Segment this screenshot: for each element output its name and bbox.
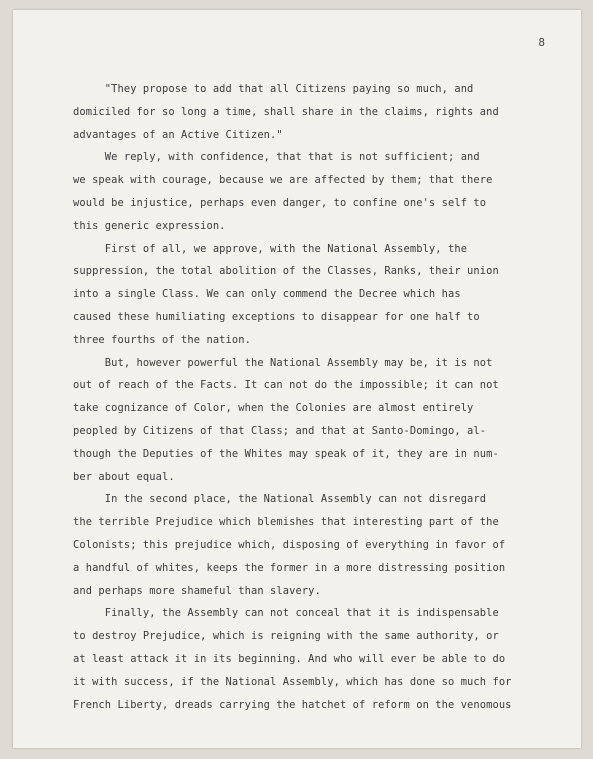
text-line: caused these humiliating exceptions to disappear for one half to (73, 310, 480, 323)
text-line: "They propose to add that all Citizens paying so much, and (73, 83, 474, 95)
text-line: advantages of an Active Citizen." (73, 128, 283, 141)
typewritten-page (13, 10, 581, 748)
text-line: a handful of whites, keeps the former in a more distressing position (73, 561, 506, 574)
text-line: into a single Class. We can only commend the Decree which has (73, 288, 461, 301)
text-line: the terrible Prejudice which blemishes that interesting part of the (73, 516, 499, 529)
text-line: peopled by Citizens of that Class; and that at Santo-Domingo, al- (73, 424, 487, 437)
text-line: out of reach of the Facts. It can not do the impossible; it can not (73, 379, 499, 392)
text-line: though the Deputies of the Whites may speak of it, they are in num- (73, 447, 499, 460)
text-line: this generic expression. (73, 219, 226, 232)
document-body (73, 78, 551, 716)
text-line: Finally, the Assembly can not conceal that it is indispensable (73, 607, 499, 620)
text-line: We reply, with confidence, that that is not sufficient; and (73, 151, 480, 164)
text-line: and perhaps more shameful than slavery. (73, 584, 321, 597)
text-line: take cognizance of Color, when the Colonies are almost entirely (73, 402, 474, 415)
text-line: In the second place, the National Assembly can not disregard (73, 493, 487, 506)
text-line: First of all, we approve, with the National Assembly, the (73, 242, 468, 255)
text-line: at least attack it in its beginning. And who will ever be able to do (73, 652, 506, 665)
text-line: French Liberty, dreads carrying the hatchet of reform on the venomous (73, 698, 512, 711)
text-line: Colonists; this prejudice which, disposing of everything in favor of (73, 538, 506, 551)
text-line: But, however powerful the National Assembly may be, it is not (73, 356, 493, 369)
page-number: 8 (538, 36, 545, 49)
text-line: would be injustice, perhaps even danger, to confine one's self to (73, 196, 487, 209)
text-line: three fourths of the nation. (73, 333, 251, 346)
text-line: domiciled for so long a time, shall share in the claims, rights and (73, 105, 499, 118)
text-line: suppression, the total abolition of the Classes, Ranks, their union (73, 265, 499, 278)
text-line: it with success, if the National Assembly, which has done so much for (73, 675, 512, 688)
text-line: we speak with courage, because we are affected by them; that there (73, 174, 493, 187)
text-line: ber about equal. (73, 470, 175, 483)
text-line: to destroy Prejudice, which is reigning with the same authority, or (73, 630, 499, 643)
